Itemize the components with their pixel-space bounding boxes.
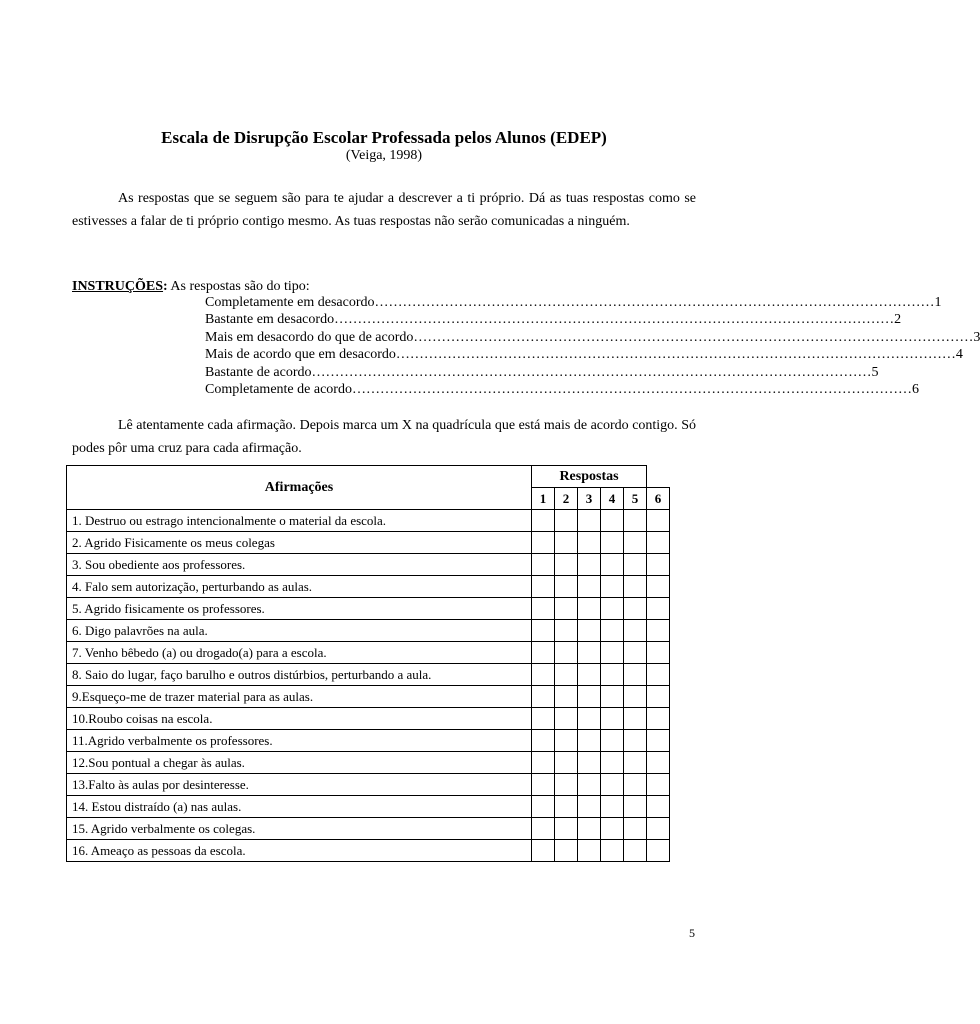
table-row [67, 532, 670, 554]
scale-value: 5 [871, 364, 879, 380]
response-checkbox-cell[interactable] [555, 664, 578, 686]
response-checkbox-cell[interactable] [555, 554, 578, 576]
scale-leader-dots: ………………………………………………………………………………………………………… [413, 329, 974, 345]
scale-leader-dots: ………………………………………………………………………………………………………… [351, 382, 912, 398]
response-checkbox-cell[interactable] [555, 642, 578, 664]
response-checkbox-cell[interactable] [601, 774, 624, 796]
response-checkbox-cell[interactable] [532, 730, 555, 752]
response-checkbox-cell[interactable] [601, 510, 624, 532]
response-checkbox-cell[interactable] [578, 840, 601, 862]
response-checkbox-cell[interactable] [555, 686, 578, 708]
scale-leader-dots: ………………………………………………………………………………………………………… [334, 312, 895, 328]
document-title: Escala de Disrupção Escolar Professada pelos Alunos (EDEP) [161, 128, 607, 147]
statement-text: 14. Estou distraído (a) nas aulas. [67, 796, 532, 818]
response-checkbox-cell[interactable] [532, 576, 555, 598]
response-checkbox-cell[interactable] [624, 752, 647, 774]
response-checkbox-cell[interactable] [555, 774, 578, 796]
scale-leader-dots: ………………………………………………………………………………………………………… [311, 364, 872, 380]
response-checkbox-cell[interactable] [532, 686, 555, 708]
statement-text: 5. Agrido fisicamente os professores. [67, 598, 532, 620]
response-checkbox-cell[interactable] [624, 708, 647, 730]
response-checkbox-cell[interactable] [601, 576, 624, 598]
response-checkbox-cell[interactable] [578, 510, 601, 532]
response-checkbox-cell[interactable] [647, 620, 670, 642]
response-checkbox-cell[interactable] [624, 686, 647, 708]
instructions-colon: : [163, 279, 168, 294]
response-checkbox-cell[interactable] [578, 642, 601, 664]
response-checkbox-cell[interactable] [532, 620, 555, 642]
instructions-line [72, 278, 310, 295]
response-checkbox-cell[interactable] [601, 818, 624, 840]
scale-value: 2 [894, 312, 902, 328]
scale-value: 1 [934, 295, 942, 310]
response-checkbox-cell[interactable] [601, 686, 624, 708]
response-checkbox-cell[interactable] [532, 840, 555, 862]
response-column-header: 2 [555, 488, 578, 510]
response-checkbox-cell[interactable] [624, 576, 647, 598]
response-checkbox-cell[interactable] [532, 642, 555, 664]
response-checkbox-cell[interactable] [647, 818, 670, 840]
response-checkbox-cell[interactable] [601, 620, 624, 642]
response-checkbox-cell[interactable] [532, 510, 555, 532]
response-checkbox-cell[interactable] [624, 642, 647, 664]
response-checkbox-cell[interactable] [647, 576, 670, 598]
response-column-header: 3 [578, 488, 601, 510]
response-checkbox-cell[interactable] [601, 840, 624, 862]
response-checkbox-cell[interactable] [555, 752, 578, 774]
header-respostas: Respostas [532, 466, 647, 488]
scale-item [205, 329, 980, 346]
response-checkbox-cell[interactable] [647, 840, 670, 862]
table-row [67, 708, 670, 730]
scale-value: 3 [973, 329, 980, 345]
response-checkbox-cell[interactable] [555, 598, 578, 620]
response-checkbox-cell[interactable] [624, 774, 647, 796]
response-checkbox-cell[interactable] [601, 642, 624, 664]
scale-label: Completamente em desacordo [205, 295, 375, 310]
statement-text: 9.Esqueço-me de trazer material para as aulas. [67, 686, 532, 708]
statement-text: 16. Ameaço as pessoas da escola. [67, 840, 532, 862]
response-checkbox-cell[interactable] [601, 796, 624, 818]
table-row [67, 840, 670, 862]
response-checkbox-cell[interactable] [578, 620, 601, 642]
response-column-header: 5 [624, 488, 647, 510]
scale-item [205, 311, 902, 328]
response-checkbox-cell[interactable] [578, 730, 601, 752]
response-checkbox-cell[interactable] [555, 730, 578, 752]
document-subtitle: (Veiga, 1998) [345, 148, 423, 163]
scale-label: Bastante de acordo [205, 364, 312, 380]
response-checkbox-cell[interactable] [624, 532, 647, 554]
response-checkbox-cell[interactable] [647, 554, 670, 576]
response-checkbox-cell[interactable] [555, 510, 578, 532]
scale-leader-dots: ………………………………………………………………………………………………………… [374, 295, 935, 310]
response-checkbox-cell[interactable] [555, 840, 578, 862]
response-checkbox-cell[interactable] [601, 730, 624, 752]
response-checkbox-cell[interactable] [624, 620, 647, 642]
scale-item [205, 381, 919, 398]
response-checkbox-cell[interactable] [578, 664, 601, 686]
table-row [67, 664, 670, 686]
response-checkbox-cell[interactable] [532, 796, 555, 818]
response-scale [205, 294, 980, 398]
statement-text: 10.Roubo coisas na escola. [67, 708, 532, 730]
response-checkbox-cell[interactable] [624, 664, 647, 686]
response-checkbox-cell[interactable] [578, 708, 601, 730]
response-checkbox-cell[interactable] [532, 664, 555, 686]
response-checkbox-cell[interactable] [601, 752, 624, 774]
statement-text: 11.Agrido verbalmente os professores. [67, 730, 532, 752]
response-checkbox-cell[interactable] [624, 730, 647, 752]
response-checkbox-cell[interactable] [532, 708, 555, 730]
response-checkbox-cell[interactable] [532, 818, 555, 840]
response-checkbox-cell[interactable] [555, 708, 578, 730]
table-row [67, 686, 670, 708]
response-checkbox-cell[interactable] [578, 576, 601, 598]
table-row [67, 510, 670, 532]
response-checkbox-cell[interactable] [647, 642, 670, 664]
statement-text: 1. Destruo ou estrago intencionalmente o material da escola. [67, 510, 532, 532]
response-column-header: 1 [532, 488, 555, 510]
response-checkbox-cell[interactable] [555, 818, 578, 840]
scale-item [205, 346, 963, 363]
statement-text: 8. Saio do lugar, faço barulho e outros distúrbios, perturbando a aula. [67, 664, 532, 686]
statement-text: 13.Falto às aulas por desinteresse. [67, 774, 532, 796]
scale-label: Mais em desacordo do que de acordo [205, 329, 414, 345]
response-checkbox-cell[interactable] [601, 664, 624, 686]
response-checkbox-cell[interactable] [555, 796, 578, 818]
response-checkbox-cell[interactable] [578, 774, 601, 796]
response-checkbox-cell[interactable] [578, 598, 601, 620]
instructions-label: INSTRUÇÕES [72, 279, 164, 294]
instructions-text: As respostas são do tipo: [167, 279, 310, 294]
statement-text: 7. Venho bêbedo (a) ou drogado(a) para a escola. [67, 642, 532, 664]
statement-text: 4. Falo sem autorização, perturbando as aulas. [67, 576, 532, 598]
response-column-header: 6 [647, 488, 670, 510]
response-checkbox-cell[interactable] [647, 510, 670, 532]
table-row [67, 598, 670, 620]
response-checkbox-cell[interactable] [532, 752, 555, 774]
table-row [67, 774, 670, 796]
statement-text: 6. Digo palavrões na aula. [67, 620, 532, 642]
response-checkbox-cell[interactable] [532, 532, 555, 554]
table-row [67, 818, 670, 840]
response-checkbox-cell[interactable] [532, 598, 555, 620]
response-checkbox-cell[interactable] [647, 708, 670, 730]
response-checkbox-cell[interactable] [601, 554, 624, 576]
statement-text: 15. Agrido verbalmente os colegas. [67, 818, 532, 840]
table-row [67, 730, 670, 752]
statement-text: 3. Sou obediente aos professores. [67, 554, 532, 576]
response-checkbox-cell[interactable] [624, 818, 647, 840]
header-blank [647, 466, 670, 488]
response-checkbox-cell[interactable] [532, 554, 555, 576]
response-checkbox-cell[interactable] [624, 554, 647, 576]
table-row [67, 752, 670, 774]
table-row [67, 796, 670, 818]
response-checkbox-cell[interactable] [647, 752, 670, 774]
response-checkbox-cell[interactable] [601, 708, 624, 730]
table-row [67, 620, 670, 642]
response-checkbox-cell[interactable] [647, 730, 670, 752]
statement-text: 2. Agrido Fisicamente os meus colegas [67, 532, 532, 554]
response-checkbox-cell[interactable] [578, 752, 601, 774]
response-checkbox-cell[interactable] [647, 532, 670, 554]
scale-item [205, 364, 879, 381]
header-afirmacoes: Afirmações [67, 466, 532, 510]
scale-label: Mais de acordo que em desacordo [205, 347, 396, 363]
response-checkbox-cell[interactable] [601, 532, 624, 554]
response-column-header: 4 [601, 488, 624, 510]
response-checkbox-cell[interactable] [624, 796, 647, 818]
scale-value: 6 [911, 382, 919, 398]
response-checkbox-cell[interactable] [578, 554, 601, 576]
response-checkbox-cell[interactable] [624, 840, 647, 862]
scale-label: Bastante em desacordo [205, 312, 335, 328]
response-checkbox-cell[interactable] [532, 774, 555, 796]
table-row [67, 554, 670, 576]
response-checkbox-cell[interactable] [578, 532, 601, 554]
table-row [67, 576, 670, 598]
response-checkbox-cell[interactable] [624, 510, 647, 532]
page-number: 5 [689, 926, 695, 940]
response-checkbox-cell[interactable] [647, 774, 670, 796]
response-checkbox-cell[interactable] [555, 576, 578, 598]
response-checkbox-cell[interactable] [624, 598, 647, 620]
response-checkbox-cell[interactable] [555, 532, 578, 554]
scale-item [205, 294, 942, 311]
response-checkbox-cell[interactable] [647, 686, 670, 708]
response-checkbox-cell[interactable] [578, 686, 601, 708]
scale-label: Completamente de acordo [205, 382, 352, 398]
instructions-paragraph: Lê atentamente cada afirmação. Depois marca um X na quadrícula que está mais de acordo contigo. Só podes pôr uma cruz para cada afirmação. [72, 418, 696, 456]
response-checkbox-cell[interactable] [555, 620, 578, 642]
intro-paragraph: As respostas que se seguem são para te ajudar a descrever a ti próprio. Dá as tuas respostas como se estivesses a falar de ti próprio contigo mesmo. As tuas respostas não serão comunicadas a ninguém. [72, 191, 696, 229]
scale-value: 4 [955, 347, 963, 363]
table-row [67, 642, 670, 664]
response-checkbox-cell[interactable] [647, 796, 670, 818]
statements-table [66, 465, 670, 862]
statement-text: 12.Sou pontual a chegar às aulas. [67, 752, 532, 774]
scale-leader-dots: ………………………………………………………………………………………………………… [395, 347, 956, 363]
response-checkbox-cell[interactable] [578, 796, 601, 818]
response-checkbox-cell[interactable] [578, 818, 601, 840]
response-checkbox-cell[interactable] [647, 664, 670, 686]
response-checkbox-cell[interactable] [647, 598, 670, 620]
response-checkbox-cell[interactable] [601, 598, 624, 620]
